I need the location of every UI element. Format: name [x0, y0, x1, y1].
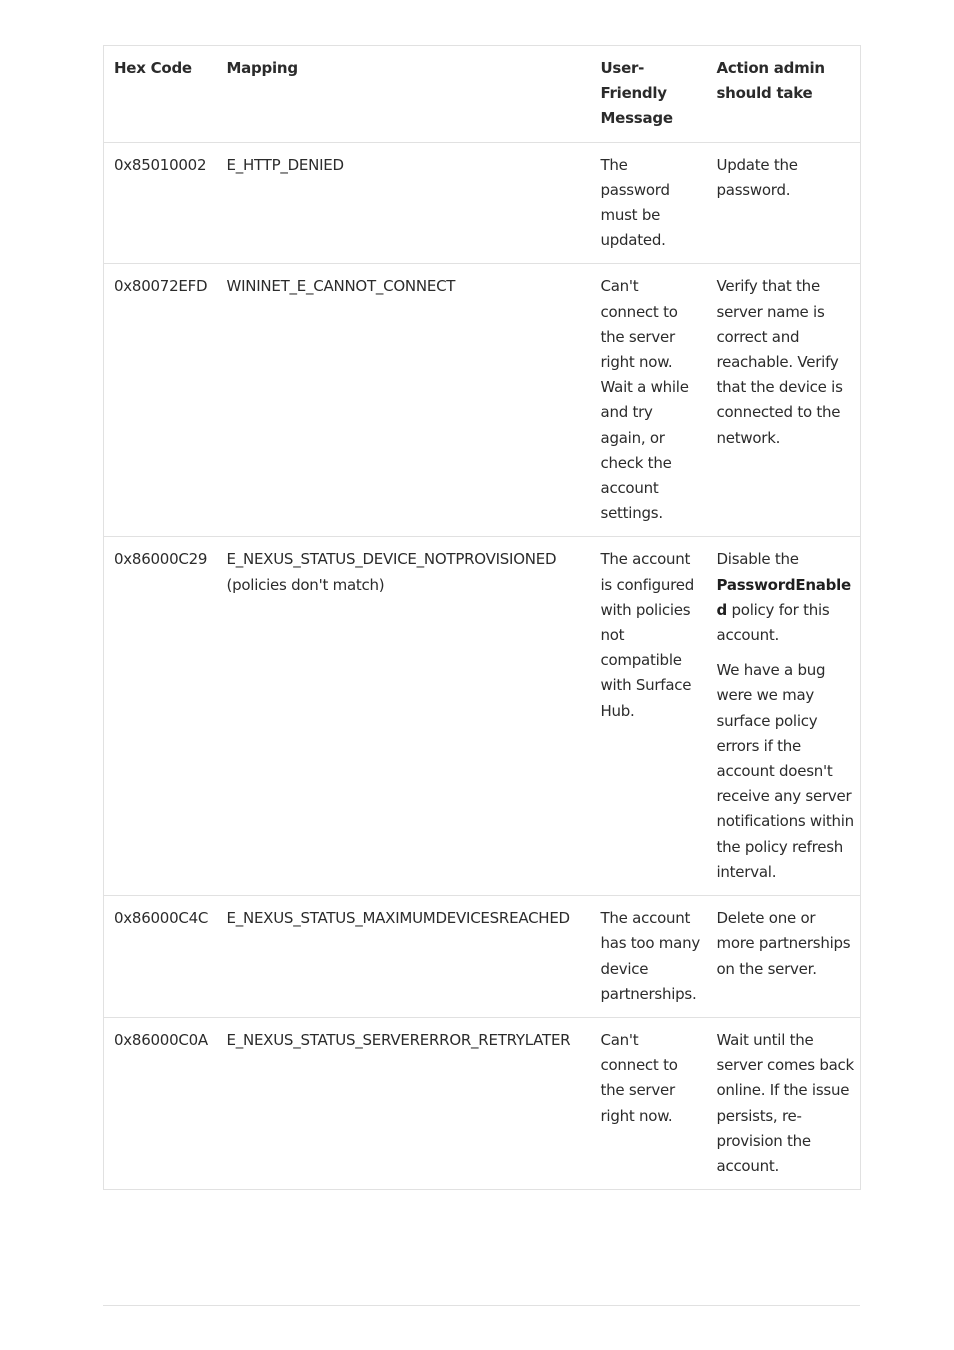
table-header-row — [104, 46, 861, 143]
message-cell: The account has too many device partnerships. — [600, 909, 700, 1003]
hex-code-cell: 0x85010002 — [114, 155, 207, 174]
header-user-friendly-message: User-Friendly Message — [600, 59, 673, 128]
hex-code-cell: 0x86000C0A — [114, 1030, 208, 1049]
table-row — [104, 896, 861, 1018]
mapping-cell — [217, 264, 591, 537]
action-note: We have a bug were we may surface policy errors if the account doesn't receive any server notifications within the policy refresh interval. — [716, 661, 854, 881]
header-action-admin: Action admin should take — [716, 59, 825, 103]
mapping-cell — [217, 537, 591, 896]
action-text: Verify that the server name is correct and reachable. Verify that the device is connected to the network. — [716, 277, 843, 447]
table-row — [104, 537, 861, 896]
hex-code-cell: 0x80072EFD — [114, 277, 208, 296]
mapping-name: E_NEXUS_STATUS_SERVERERROR_RETRYLATER — [226, 1030, 571, 1049]
footer-divider — [103, 1305, 860, 1306]
mapping-name: E_HTTP_DENIED — [226, 155, 344, 174]
action-cell — [707, 1017, 861, 1189]
action-text: Disable the PasswordEnabled policy for this account. — [716, 550, 851, 645]
mapping-cell — [217, 142, 591, 264]
header-hex-code: Hex Code — [114, 59, 192, 77]
header-mapping: Mapping — [226, 59, 298, 77]
action-cell — [707, 537, 861, 896]
action-cell — [707, 896, 861, 1018]
mapping-name: WININET_E_CANNOT_CONNECT — [226, 277, 456, 296]
mapping-name: E_NEXUS_STATUS_MAXIMUMDEVICESREACHED — [226, 909, 570, 928]
table-header — [104, 46, 861, 143]
action-text: Delete one or more partnerships on the server. — [716, 909, 851, 978]
policy-name: PasswordEnabled — [716, 575, 851, 619]
error-codes-table — [103, 45, 861, 1190]
message-cell: Can't connect to the server right now. — [600, 1030, 678, 1125]
action-text: Update the password. — [716, 155, 798, 199]
mapping-cell — [217, 896, 591, 1018]
message-cell: The password must be updated. — [600, 155, 670, 250]
action-cell — [707, 142, 861, 264]
table-row — [104, 142, 861, 264]
mapping-note: (policies don't match) — [226, 575, 385, 594]
table-row — [104, 264, 861, 537]
action-cell — [707, 264, 861, 537]
mapping-name: E_NEXUS_STATUS_DEVICE_NOTPROVISIONED — [226, 550, 557, 569]
hex-code-cell: 0x86000C29 — [114, 550, 208, 569]
action-text: Wait until the server comes back online. If the issue persists, re-provision the account. — [716, 1030, 854, 1175]
message-cell: The account is configured with policies not compatible with Surface Hub. — [600, 550, 694, 720]
table-row — [104, 1017, 861, 1189]
message-cell: Can't connect to the server right now. Wait a while and try again, or check the account settings. — [600, 277, 689, 523]
table-body — [104, 142, 861, 1190]
hex-code-cell: 0x86000C4C — [114, 909, 209, 928]
mapping-cell — [217, 1017, 591, 1189]
